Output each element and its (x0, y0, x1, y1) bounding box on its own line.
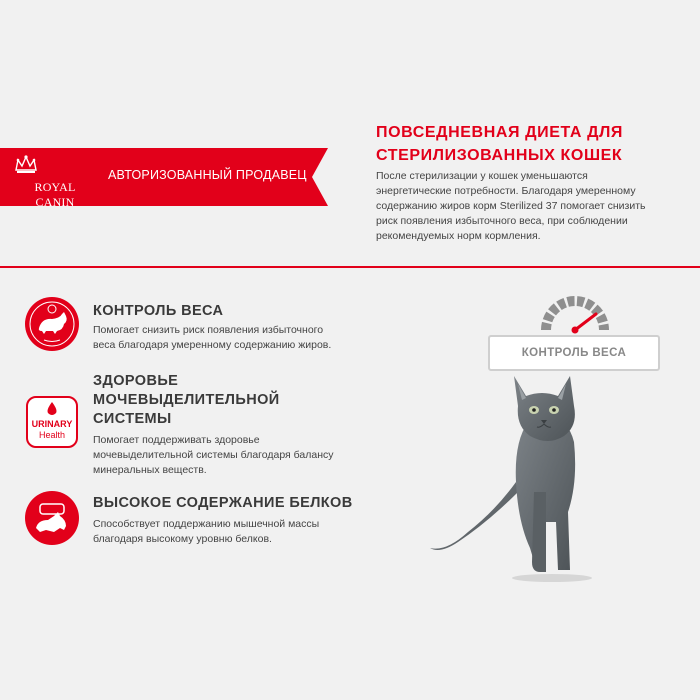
feature-title-line: СИСТЕМЫ (93, 411, 172, 427)
feature-desc-line: мочевыделительной системы благодаря балансу (93, 449, 334, 461)
intro-line: риск появления избыточного веса, при соблюдении (376, 215, 628, 227)
feature-title-line: МОЧЕВЫДЕЛИТЕЛЬНОЙ (93, 392, 280, 408)
feature-description (93, 323, 358, 353)
crown-icon (14, 154, 38, 176)
feature-description (93, 517, 358, 547)
headline-line: ПОВСЕДНЕВНАЯ ДИЕТА ДЛЯ (376, 124, 624, 141)
urinary-health-icon (24, 394, 80, 450)
urinary-icon-label: URINARY (31, 419, 73, 429)
weight-control-badge: КОНТРОЛЬ ВЕСА (488, 335, 660, 371)
feature-title-line: ЗДОРОВЬЕ (93, 373, 179, 389)
feature-title (93, 494, 353, 513)
feature-title (93, 302, 223, 321)
intro-line: рекомендуемых норм кормления. (376, 230, 541, 242)
feature-desc-line: Помогает снизить риск появления избыточного (93, 324, 324, 336)
weight-control-icon (24, 296, 80, 352)
headline-line: СТЕРИЛИЗОВАННЫХ КОШЕК (376, 147, 623, 164)
health-icon-label: Health (38, 430, 66, 440)
gauge-icon (540, 290, 610, 336)
protein-icon (24, 490, 80, 546)
section-divider (0, 266, 700, 268)
intro-line: После стерилизации у кошек уменьшаются (376, 170, 588, 182)
feature-description (93, 433, 358, 478)
brand-name: ROYAL CANIN (34, 180, 76, 209)
royal-canin-logo (14, 154, 96, 209)
feature-desc-line: минеральных веществ. (93, 464, 207, 476)
feature-desc-line: веса благодаря умеренному содержанию жиров. (93, 339, 332, 351)
authorized-seller-banner (0, 148, 328, 209)
feature-title-line: КОНТРОЛЬ ВЕСА (93, 303, 224, 319)
feature-desc-line: благодаря высокому уровню белков. (93, 533, 272, 545)
feature-desc-line: Помогает поддерживать здоровье (93, 434, 260, 446)
intro-line: энергетические потребности. Благодаря умеренному (376, 185, 636, 197)
banner-text: АВТОРИЗОВАННЫЙ ПРОДАВЕЦ (108, 168, 307, 182)
feature-desc-line: Способствует поддержанию мышечной массы (93, 518, 320, 530)
cat-photo (418, 372, 658, 592)
page-title (376, 121, 676, 167)
intro-text (376, 169, 671, 244)
intro-line: содержанию жиров корм Sterilized 37 помогает снизить (376, 200, 646, 212)
feature-title (93, 372, 280, 429)
feature-title-line: ВЫСОКОЕ СОДЕРЖАНИЕ БЕЛКОВ (93, 495, 353, 511)
